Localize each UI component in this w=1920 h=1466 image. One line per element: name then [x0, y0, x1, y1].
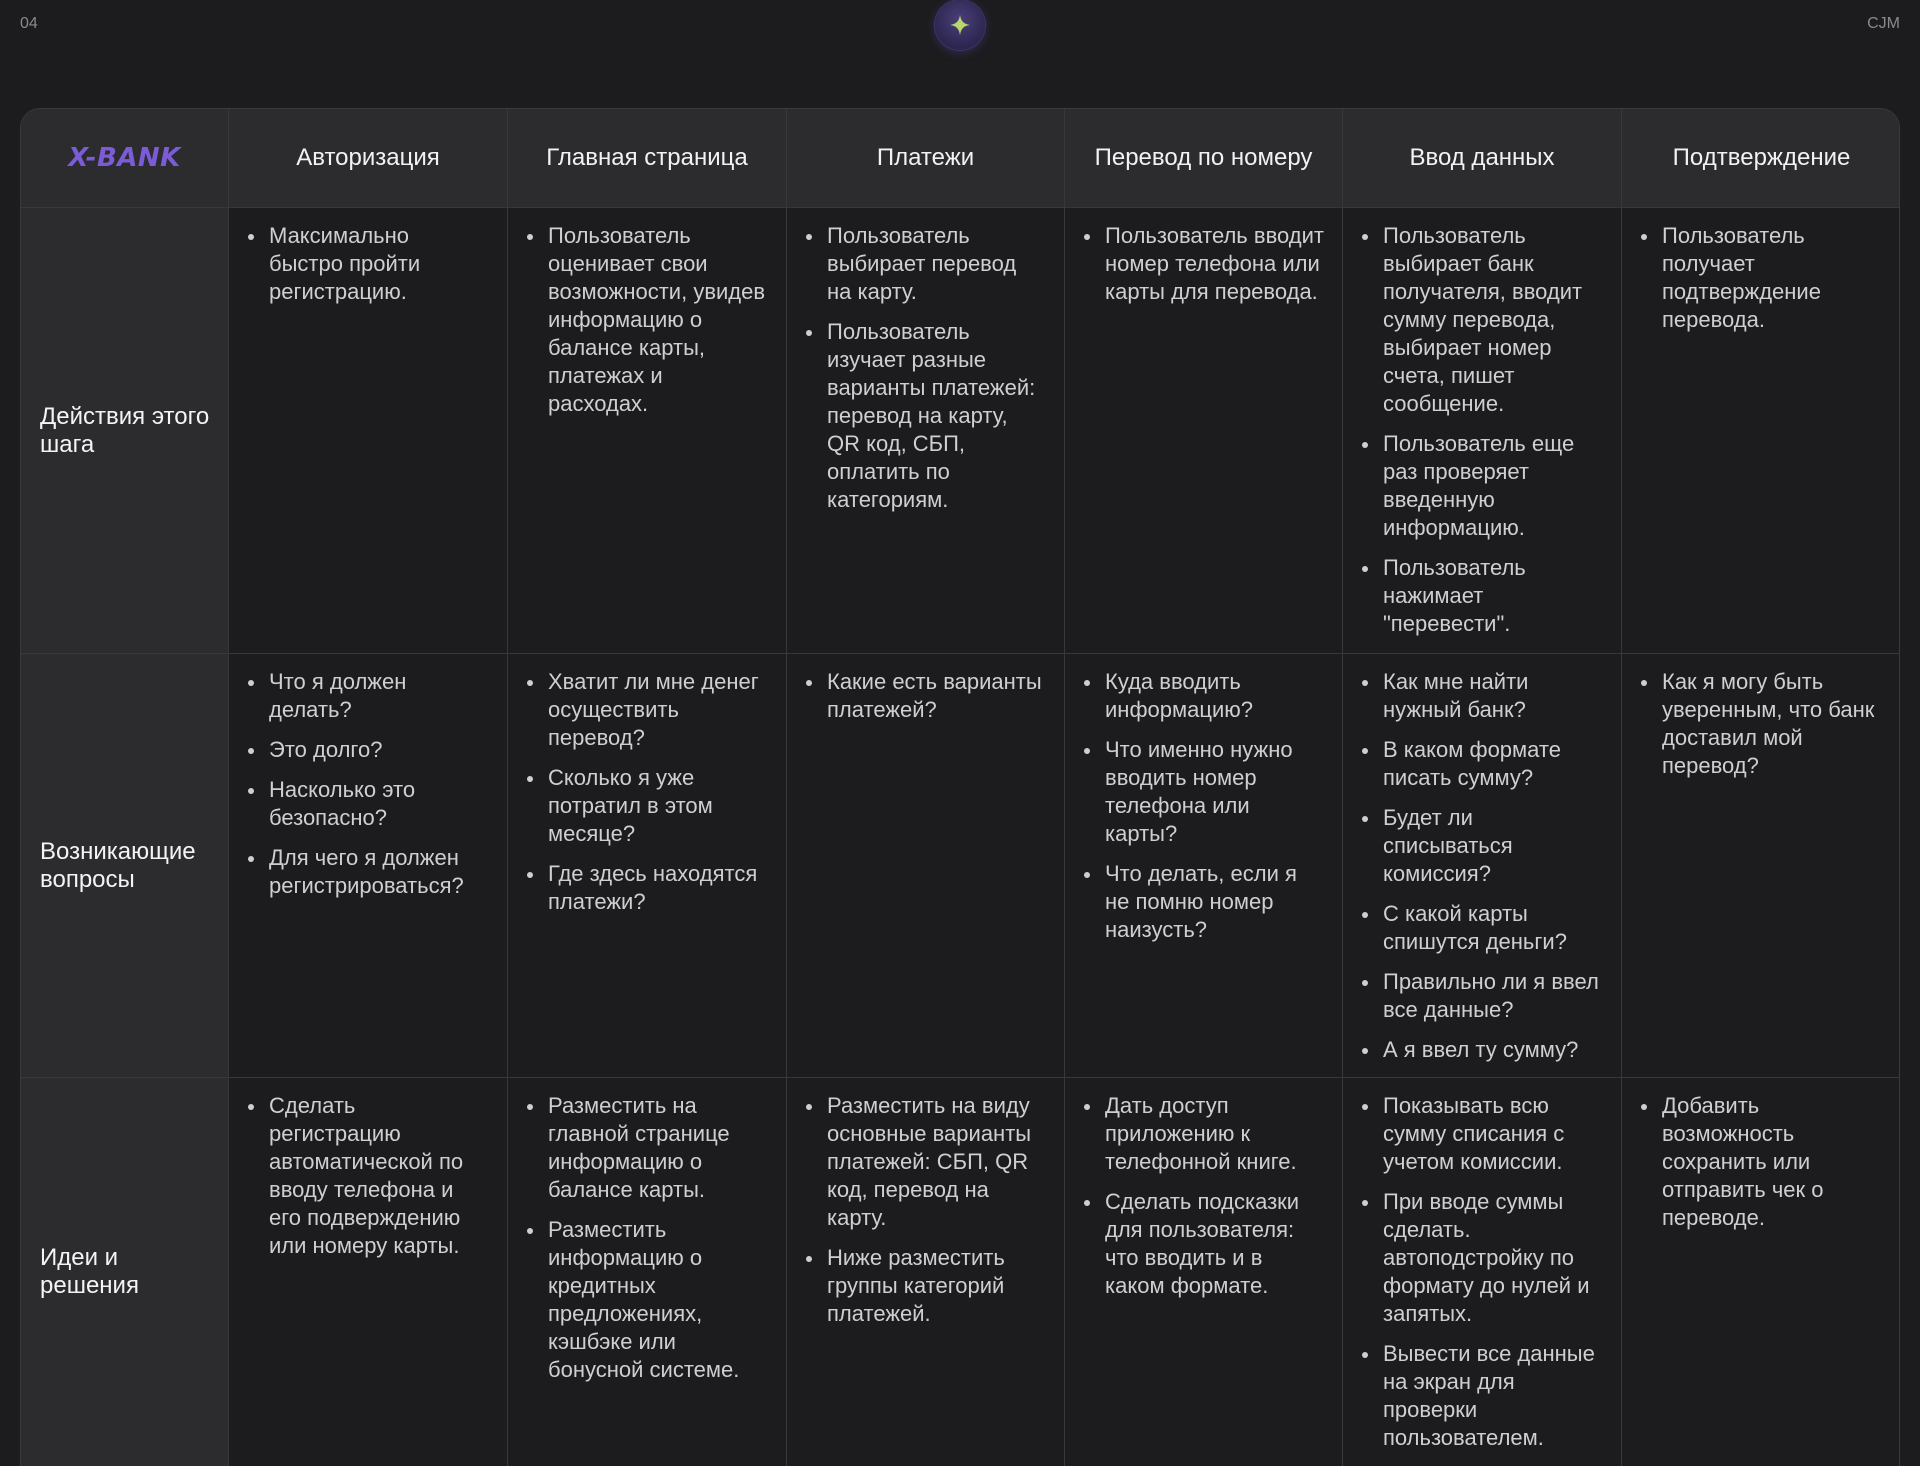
row-label: Идеи и решения [21, 1078, 229, 1466]
list-item: Где здесь находятся платежи? [522, 860, 768, 916]
table-cell [508, 1078, 787, 1466]
list-item: Ниже разместить группы категорий платежей. [801, 1244, 1046, 1328]
list-item: Что именно нужно вводить номер телефона или карты? [1079, 736, 1324, 848]
list-item: Пользователь еще раз проверяет введенную информацию. [1357, 430, 1603, 542]
bullet-list [1357, 1092, 1603, 1452]
column-header: Ввод данных [1343, 109, 1622, 208]
table-cell [1065, 1078, 1343, 1466]
table-cell [229, 1078, 508, 1466]
list-item: Как я могу быть уверенным, что банк доставил мой перевод? [1636, 668, 1883, 780]
page-tag: CJM [1867, 15, 1900, 32]
bullet-list [1636, 222, 1883, 334]
column-header: Подтверждение [1622, 109, 1900, 208]
bullet-list [1357, 222, 1603, 638]
row-label: Действия этого шага [21, 208, 229, 654]
brand-logo-cell [21, 109, 229, 208]
table-cell [1622, 208, 1900, 654]
list-item: Показывать всю сумму списания с учетом комиссии. [1357, 1092, 1603, 1176]
bullet-list [1636, 1092, 1883, 1232]
list-item: Куда вводить информацию? [1079, 668, 1324, 724]
list-item: В каком формате писать сумму? [1357, 736, 1603, 792]
list-item: Насколько это безопасно? [243, 776, 489, 832]
list-item: Вывести все данные на экран для проверки пользователем. [1357, 1340, 1603, 1452]
list-item: Пользователь оценивает свои возможности, увидев информацию о балансе карты, платежах и расходах. [522, 222, 768, 418]
bullet-list [801, 668, 1046, 724]
table-cell [787, 208, 1065, 654]
list-item: Как мне найти нужный банк? [1357, 668, 1603, 724]
bullet-list [801, 1092, 1046, 1328]
cjm-table [20, 108, 1900, 1466]
list-item: Пользователь выбирает банк получателя, вводит сумму перевода, выбирает номер счета, пишет сообщение. [1357, 222, 1603, 418]
table-cell [1065, 654, 1343, 1078]
sparkle-star-icon [949, 14, 971, 36]
table-cell [1622, 654, 1900, 1078]
table-cell [1343, 208, 1622, 654]
list-item: Разместить на главной странице информацию о балансе карты. [522, 1092, 768, 1204]
table-cell [508, 208, 787, 654]
bullet-list [243, 1092, 489, 1260]
bullet-list [522, 222, 768, 418]
bullet-list [1079, 222, 1324, 306]
list-item: Сколько я уже потратил в этом месяце? [522, 764, 768, 848]
table-cell [1065, 208, 1343, 654]
column-header: Платежи [787, 109, 1065, 208]
list-item: Разместить на виду основные варианты платежей: СБП, QR код, перевод на карту. [801, 1092, 1046, 1232]
list-item: Для чего я должен регистрироваться? [243, 844, 489, 900]
list-item: Хватит ли мне денег осуществить перевод? [522, 668, 768, 752]
bullet-list [522, 668, 768, 916]
brand-logo: X-BANK [68, 143, 181, 173]
bullet-list [801, 222, 1046, 514]
bullet-list [243, 222, 489, 306]
list-item: Это долго? [243, 736, 489, 764]
list-item: Пользователь выбирает перевод на карту. [801, 222, 1046, 306]
bullet-list [1636, 668, 1883, 780]
list-item: Что я должен делать? [243, 668, 489, 724]
row-label: Возникающие вопросы [21, 654, 229, 1078]
table-cell [229, 208, 508, 654]
list-item: Сделать регистрацию автоматической по вводу телефона и его подверждению или номеру карты. [243, 1092, 489, 1260]
table-cell [1343, 654, 1622, 1078]
list-item: Добавить возможность сохранить или отправить чек о переводе. [1636, 1092, 1883, 1232]
table-cell [508, 654, 787, 1078]
list-item: Будет ли списываться комиссия? [1357, 804, 1603, 888]
table-cell [1343, 1078, 1622, 1466]
table-cell [787, 654, 1065, 1078]
list-item: Пользователь нажимает "перевести". [1357, 554, 1603, 638]
list-item: А я ввел ту сумму? [1357, 1036, 1603, 1064]
list-item: Дать доступ приложению к телефонной книге. [1079, 1092, 1324, 1176]
list-item: При вводе суммы сделать. автоподстройку по формату до нулей и запятых. [1357, 1188, 1603, 1328]
table-cell [229, 654, 508, 1078]
bullet-list [1079, 668, 1324, 944]
table-cell [787, 1078, 1065, 1466]
list-item: Какие есть варианты платежей? [801, 668, 1046, 724]
list-item: Что делать, если я не помню номер наизусть? [1079, 860, 1324, 944]
list-item: Правильно ли я ввел все данные? [1357, 968, 1603, 1024]
bullet-list [243, 668, 489, 900]
list-item: Сделать подсказки для пользователя: что вводить и в каком формате. [1079, 1188, 1324, 1300]
bullet-list [1357, 668, 1603, 1064]
list-item: Разместить информацию о кредитных предложениях, кэшбэке или бонусной системе. [522, 1216, 768, 1384]
column-header: Авторизация [229, 109, 508, 208]
column-header: Главная страница [508, 109, 787, 208]
list-item: С какой карты спишутся деньги? [1357, 900, 1603, 956]
column-header: Перевод по номеру [1065, 109, 1343, 208]
sparkle-badge [935, 0, 985, 50]
list-item: Пользователь получает подтверждение перевода. [1636, 222, 1883, 334]
bullet-list [522, 1092, 768, 1384]
page-number: 04 [20, 15, 38, 32]
list-item: Пользователь изучает разные варианты платежей: перевод на карту, QR код, СБП, оплатить по категориям. [801, 318, 1046, 514]
table-cell [1622, 1078, 1900, 1466]
list-item: Пользователь вводит номер телефона или карты для перевода. [1079, 222, 1324, 306]
list-item: Максимально быстро пройти регистрацию. [243, 222, 489, 306]
bullet-list [1079, 1092, 1324, 1300]
